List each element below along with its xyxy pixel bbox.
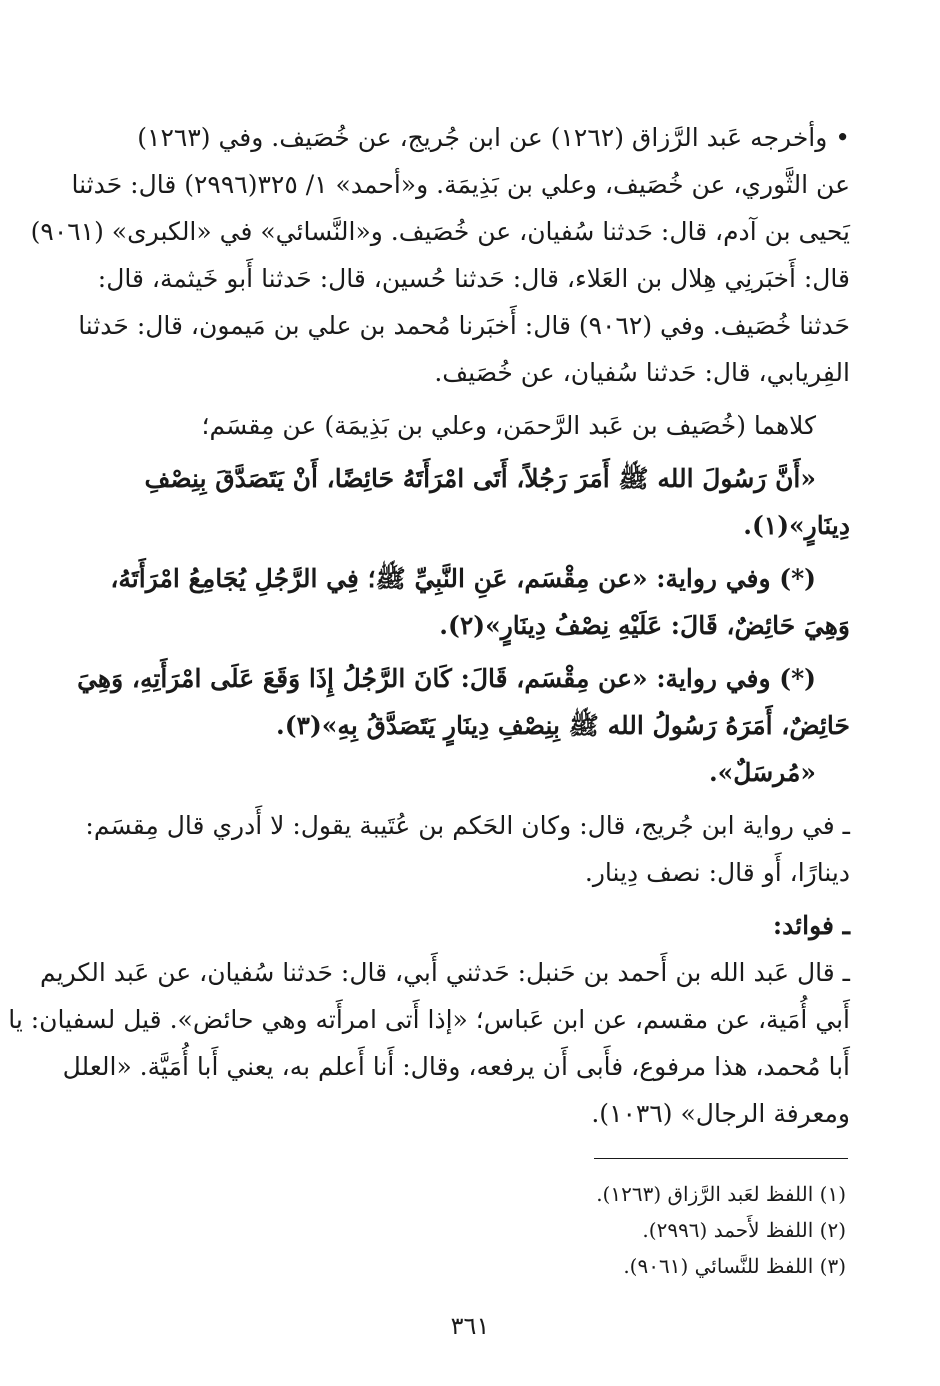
paragraph-fawaid — [8, 949, 850, 1137]
text-line: دينارًا، أَو قال: نصف دِينار. — [584, 858, 850, 887]
text-line: قال: أَخبَرنِي هِلال بن العَلاء، قال: حَدثنا حُسين، قال: حَدثنا أَبو خَيثمة، قال: — [97, 264, 850, 293]
text-line: عن الثَّوري، عن خُصَيف، وعلي بن بَذِيمَة. و«أحمد» ١/ ٣٢٥(٢٩٩٦) قال: حَدثنا — [71, 170, 850, 199]
page-number: ٣٦١ — [450, 1312, 490, 1340]
paragraph-chain — [100, 402, 850, 449]
text-line: ـ قال عَبد الله بن أَحمد بن حَنبل: حَدثني أَبي، قال: حَدثنا سُفيان، عن عَبد الكريم — [40, 958, 850, 987]
footnote-separator — [594, 1158, 848, 1159]
text-line: وَهِيَ حَائِضٌ، قَالَ: عَلَيْهِ نِصْفُ دِينَارٍ»(٢). — [439, 611, 850, 640]
text-line: كلاهما (خُصَيف بن عَبد الرَّحمَن، وعلي بن بَذِيمَة) عن مِقسَم؛ — [201, 411, 816, 440]
text-line: الفِريابي، قال: حَدثنا سُفيان، عن خُصَيف. — [434, 358, 850, 387]
text-line: حَدثنا خُصَيف. وفي (٩٠٦٢) قال: أَخبَرنا مُحمد بن علي بن مَيمون، قال: حَدثنا — [78, 311, 850, 340]
text-line: حَائِضٌ، أَمَرَهُ رَسُولُ الله ﷺ بِنِصْفِ دِينَارٍ يَتَصَدَّقُ بِهِ»(٣). — [275, 711, 850, 740]
text-line: • وأخرجه عَبد الرَّزاق (١٢٦٢) عن ابن جُريج، عن خُصَيف. وفي (١٢٦٣) — [137, 123, 850, 152]
text-line: (*) وفي رواية: «عن مِقْسَم، قَالَ: كَانَ الرَّجُلُ إِذَا وَقَعَ عَلَى امْرَأَتِهِ، وَهِيَ — [77, 664, 816, 693]
text-line: أَبا مُحمد، هذا مرفوع، فأَبى أَن يرفعه، وقال: أَنا أَعلم به، يعني أَبا أُمَيَّة. «العلل — [62, 1052, 850, 1081]
paragraph-hadith-text — [100, 455, 850, 549]
paragraph-takhrij — [30, 114, 850, 396]
text-line: أَبي أُمَية، عن مقسم، عن ابن عَباس؛ «إذا أَتى امرأَته وهي حائض». قيل لسفيان: يا — [8, 1005, 850, 1034]
text-line: (*) وفي رواية: «عن مِقْسَم، عَنِ النَّبِيِّ ﷺ؛ فِي الرَّجُلِ يُجَامِعُ امْرَأَتَهُ، — [110, 564, 816, 593]
text-line: دِينَارٍ»(١). — [743, 511, 850, 540]
paragraph-riwaya-1 — [100, 555, 850, 649]
footnote: (٢) اللفظ لأَحمد (٢٩٩٦). — [642, 1218, 846, 1242]
text-line: ـ في رواية ابن جُريج، قال: وكان الحَكم بن عُتَيبة يقول: لا أَدري قال مِقسَم: — [85, 811, 850, 840]
text-line: ومعرفة الرجال» (١٠٣٦). — [591, 1099, 850, 1128]
footnote: (٣) اللفظ للنَّسائي (٩٠٦١). — [623, 1254, 846, 1278]
main-text — [8, 114, 850, 1143]
section-heading: ـ فوائد: — [772, 911, 850, 940]
footnote: (١) اللفظ لعَبد الرَّزاق (١٢٦٣). — [596, 1182, 846, 1206]
text-line: «مُرسَلٌ». — [708, 758, 816, 787]
text-line: «أَنَّ رَسُولَ الله ﷺ أَمَرَ رَجُلاً، أَتَى امْرَأَتَهُ حَائِضًا، أَنْ يَتَصَدَّقَ بِنِصْفِ — [144, 464, 816, 493]
text-line: يَحيى بن آدم، قال: حَدثنا سُفيان، عن خُصَيف. و«النَّسائي» في «الكبرى» (٩٠٦١) — [30, 217, 850, 246]
paragraph-note — [85, 802, 850, 896]
footnotes — [346, 1176, 846, 1284]
paragraph-riwaya-2 — [77, 655, 850, 796]
